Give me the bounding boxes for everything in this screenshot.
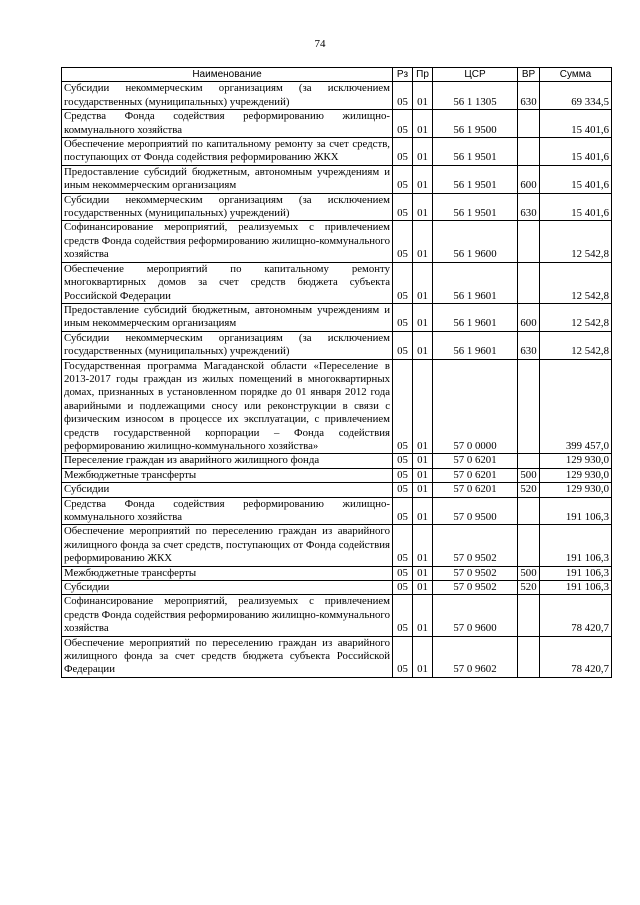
cell-vr: 630: [518, 331, 540, 359]
cell-pr: 01: [413, 110, 433, 138]
table-row: [62, 497, 612, 525]
cell-vr: [518, 110, 540, 138]
table-row: [62, 566, 612, 580]
header-name: Наименование: [62, 68, 393, 82]
cell-sum: 129 930,0: [540, 454, 612, 468]
table-row: [62, 468, 612, 482]
cell-name: Средства Фонда содействия реформированию жилищно-коммунального хозяйства: [62, 110, 393, 138]
cell-name: Обеспечение мероприятий по капитальному ремонту многоквартирных домов за счет средств бюджета субъекта Российской Федерации: [62, 262, 393, 303]
cell-pr: 01: [413, 82, 433, 110]
cell-sum: 191 106,3: [540, 497, 612, 525]
cell-vr: [518, 262, 540, 303]
cell-name: Межбюджетные трансферты: [62, 468, 393, 482]
cell-csr: 56 1 9601: [433, 331, 518, 359]
cell-name: Государственная программа Магаданской области «Переселение в 2013-2017 годы граждан из жилых помещений в многоквартирных домах, признанных в установленном порядке до 01 января 2012 года аварийными и подлежащими сносу или реконструкции в связи с физическим износом в процессе их эксплуатации, с привлечением средств государственной корпорации – Фонда содействия реформированию жилищно-коммунального хозяйства»: [62, 359, 393, 454]
cell-sum: 15 401,6: [540, 193, 612, 221]
cell-pr: 01: [413, 221, 433, 262]
cell-name: Субсидии некоммерческим организациям (за исключением государственных (муниципальных) учреждений): [62, 193, 393, 221]
cell-pr: 01: [413, 636, 433, 677]
cell-name: Субсидии некоммерческим организациям (за исключением государственных (муниципальных) учреждений): [62, 331, 393, 359]
table-row: [62, 331, 612, 359]
cell-sum: 15 401,6: [540, 138, 612, 166]
cell-csr: 57 0 6201: [433, 454, 518, 468]
cell-pr: 01: [413, 331, 433, 359]
cell-sum: 399 457,0: [540, 359, 612, 454]
cell-csr: 56 1 9501: [433, 193, 518, 221]
budget-table: [61, 67, 612, 678]
cell-sum: 12 542,8: [540, 262, 612, 303]
cell-sum: 191 106,3: [540, 581, 612, 595]
cell-pr: 01: [413, 262, 433, 303]
cell-sum: 78 420,7: [540, 636, 612, 677]
cell-sum: 78 420,7: [540, 595, 612, 636]
cell-csr: 56 1 9601: [433, 262, 518, 303]
page-number: 74: [314, 38, 326, 50]
cell-name: Софинансирование мероприятий, реализуемых с привлечением средств Фонда содействия реформированию жилищно-коммунального хозяйства: [62, 595, 393, 636]
table-row: [62, 165, 612, 193]
cell-csr: 56 1 9500: [433, 110, 518, 138]
cell-rz: 05: [393, 636, 413, 677]
table-row: [62, 636, 612, 677]
cell-name: Средства Фонда содействия реформированию жилищно-коммунального хозяйства: [62, 497, 393, 525]
cell-sum: 12 542,8: [540, 331, 612, 359]
cell-name: Обеспечение мероприятий по переселению граждан из аварийного жилищного фонда за счет средств, поступающих от Фонда содействия реформированию ЖКХ: [62, 525, 393, 566]
cell-name: Обеспечение мероприятий по капитальному ремонту за счет средств, поступающих от Фонда содействия реформированию ЖКХ: [62, 138, 393, 166]
table-row: [62, 454, 612, 468]
cell-name: Субсидии некоммерческим организациям (за исключением государственных (муниципальных) учреждений): [62, 82, 393, 110]
cell-pr: 01: [413, 138, 433, 166]
cell-vr: 500: [518, 566, 540, 580]
table-row: [62, 193, 612, 221]
cell-vr: 600: [518, 303, 540, 331]
cell-sum: 12 542,8: [540, 221, 612, 262]
cell-pr: 01: [413, 525, 433, 566]
cell-sum: 15 401,6: [540, 165, 612, 193]
cell-vr: 500: [518, 468, 540, 482]
cell-rz: 05: [393, 483, 413, 497]
cell-rz: 05: [393, 468, 413, 482]
table-row: [62, 262, 612, 303]
cell-csr: 57 0 9502: [433, 566, 518, 580]
cell-sum: 129 930,0: [540, 468, 612, 482]
cell-sum: 191 106,3: [540, 566, 612, 580]
cell-vr: 520: [518, 483, 540, 497]
cell-vr: [518, 454, 540, 468]
cell-pr: 01: [413, 303, 433, 331]
cell-rz: 05: [393, 221, 413, 262]
cell-vr: [518, 595, 540, 636]
table-row: [62, 359, 612, 454]
cell-name: Межбюджетные трансферты: [62, 566, 393, 580]
cell-rz: 05: [393, 331, 413, 359]
cell-csr: 56 1 9601: [433, 303, 518, 331]
cell-vr: [518, 138, 540, 166]
cell-rz: 05: [393, 193, 413, 221]
cell-rz: 05: [393, 525, 413, 566]
cell-csr: 57 0 9502: [433, 581, 518, 595]
cell-name: Предоставление субсидий бюджетным, автономным учреждениям и иным некоммерческим организациям: [62, 303, 393, 331]
cell-csr: 57 0 9600: [433, 595, 518, 636]
cell-pr: 01: [413, 581, 433, 595]
cell-rz: 05: [393, 110, 413, 138]
cell-csr: 57 0 0000: [433, 359, 518, 454]
cell-vr: 600: [518, 165, 540, 193]
cell-vr: 630: [518, 193, 540, 221]
cell-rz: 05: [393, 165, 413, 193]
cell-rz: 05: [393, 566, 413, 580]
cell-vr: [518, 359, 540, 454]
cell-vr: [518, 221, 540, 262]
cell-rz: 05: [393, 138, 413, 166]
cell-csr: 57 0 6201: [433, 483, 518, 497]
cell-pr: 01: [413, 595, 433, 636]
cell-pr: 01: [413, 454, 433, 468]
cell-csr: 56 1 9501: [433, 165, 518, 193]
cell-csr: 56 1 9501: [433, 138, 518, 166]
cell-sum: 12 542,8: [540, 303, 612, 331]
cell-rz: 05: [393, 454, 413, 468]
cell-vr: 520: [518, 581, 540, 595]
table-row: [62, 483, 612, 497]
cell-vr: [518, 525, 540, 566]
cell-pr: 01: [413, 468, 433, 482]
cell-csr: 57 0 9502: [433, 525, 518, 566]
header-sum: Сумма: [540, 68, 612, 82]
table-header-row: [62, 68, 612, 82]
cell-rz: 05: [393, 581, 413, 595]
header-vr: ВР: [518, 68, 540, 82]
table-row: [62, 221, 612, 262]
cell-csr: 56 1 1305: [433, 82, 518, 110]
header-rz: Рз: [393, 68, 413, 82]
cell-name: Субсидии: [62, 483, 393, 497]
table-row: [62, 303, 612, 331]
cell-vr: [518, 497, 540, 525]
table-row: [62, 525, 612, 566]
cell-rz: 05: [393, 595, 413, 636]
cell-csr: 57 0 9602: [433, 636, 518, 677]
cell-csr: 57 0 6201: [433, 468, 518, 482]
cell-vr: 630: [518, 82, 540, 110]
table-row: [62, 595, 612, 636]
cell-csr: 57 0 9500: [433, 497, 518, 525]
header-pr: Пр: [413, 68, 433, 82]
cell-pr: 01: [413, 165, 433, 193]
cell-name: Предоставление субсидий бюджетным, автономным учреждениям и иным некоммерческим организациям: [62, 165, 393, 193]
cell-pr: 01: [413, 359, 433, 454]
cell-pr: 01: [413, 483, 433, 497]
cell-sum: 15 401,6: [540, 110, 612, 138]
cell-name: Переселение граждан из аварийного жилищного фонда: [62, 454, 393, 468]
cell-rz: 05: [393, 359, 413, 454]
cell-csr: 56 1 9600: [433, 221, 518, 262]
cell-rz: 05: [393, 497, 413, 525]
cell-pr: 01: [413, 193, 433, 221]
cell-rz: 05: [393, 82, 413, 110]
table-row: [62, 581, 612, 595]
cell-sum: 69 334,5: [540, 82, 612, 110]
cell-name: Обеспечение мероприятий по переселению граждан из аварийного жилищного фонда за счет средств бюджета субъекта Российской Федерации: [62, 636, 393, 677]
cell-vr: [518, 636, 540, 677]
table-row: [62, 110, 612, 138]
header-csr: ЦСР: [433, 68, 518, 82]
cell-name: Софинансирование мероприятий, реализуемых с привлечением средств Фонда содействия реформированию жилищно-коммунального хозяйства: [62, 221, 393, 262]
cell-pr: 01: [413, 566, 433, 580]
cell-rz: 05: [393, 303, 413, 331]
cell-pr: 01: [413, 497, 433, 525]
table-row: [62, 82, 612, 110]
cell-name: Субсидии: [62, 581, 393, 595]
cell-sum: 191 106,3: [540, 525, 612, 566]
cell-sum: 129 930,0: [540, 483, 612, 497]
cell-rz: 05: [393, 262, 413, 303]
table-row: [62, 138, 612, 166]
